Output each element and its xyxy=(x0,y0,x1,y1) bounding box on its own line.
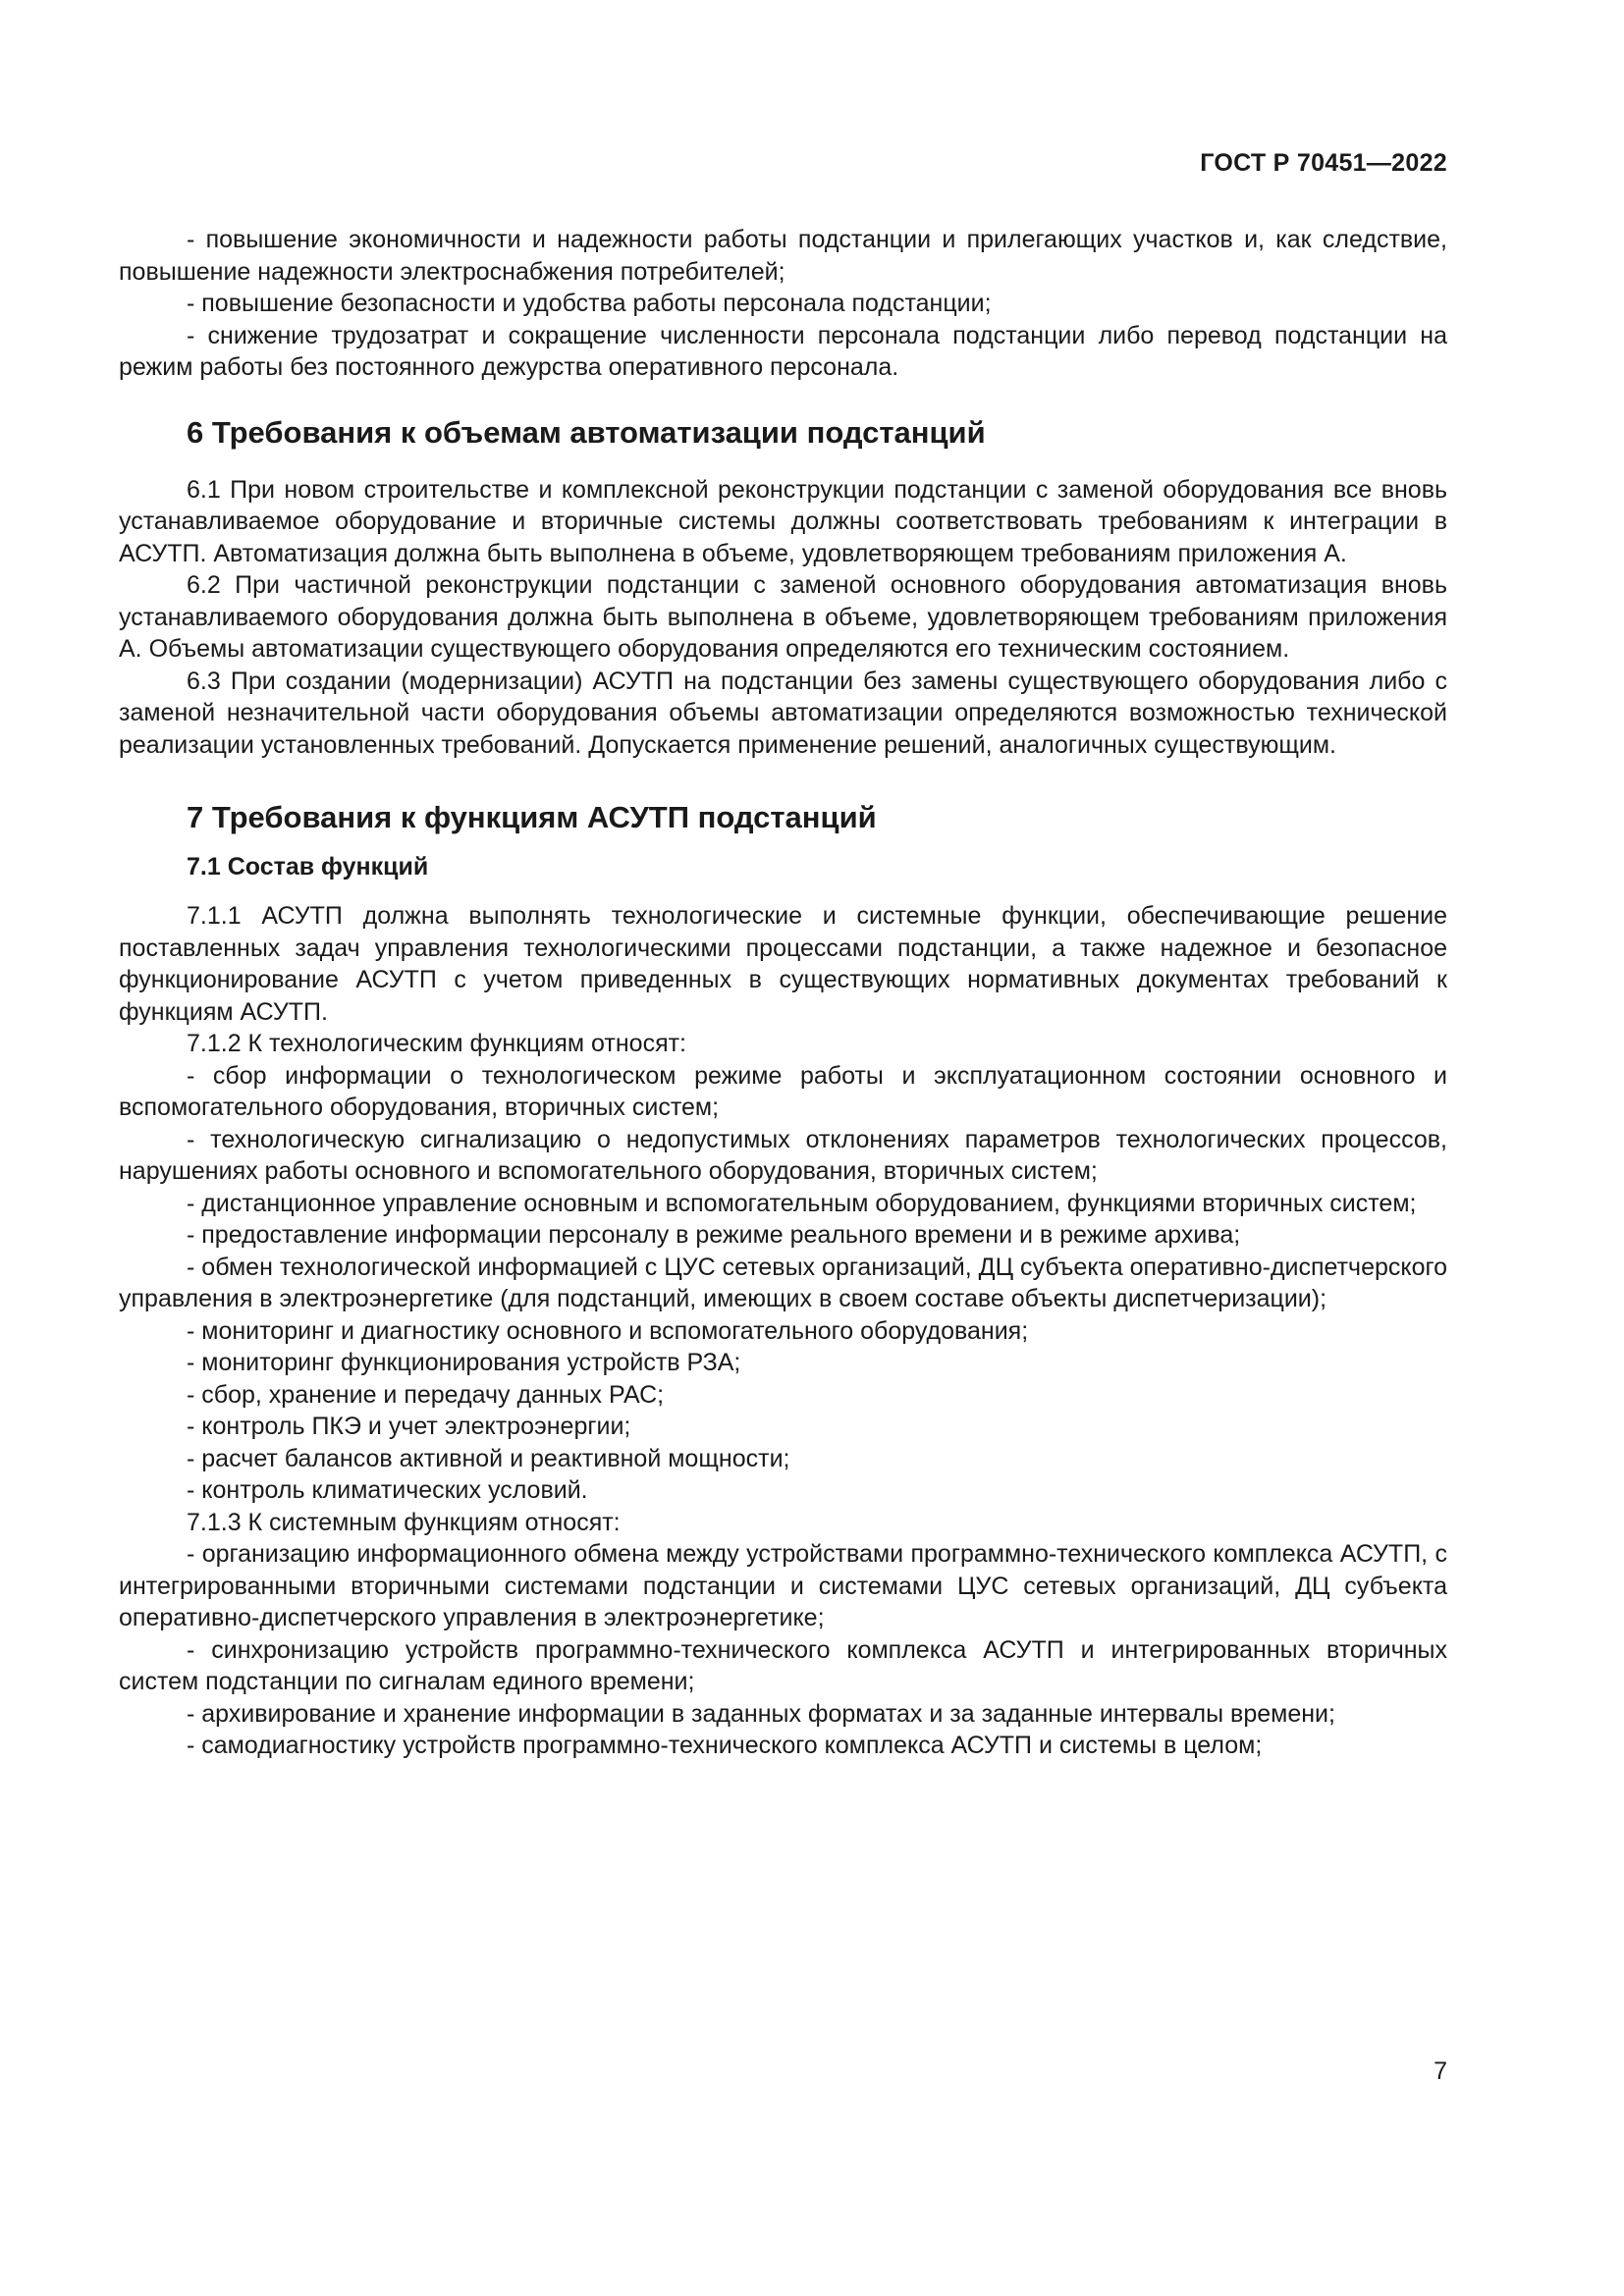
list-item: - контроль ПКЭ и учет электроэнергии; xyxy=(187,1413,631,1440)
list-item: - сбор информации о технологическом режиме работы и эксплуатационном состоянии основного и вспомогательного оборудования, вторичных систем; xyxy=(119,1061,1447,1121)
section-6-paragraph: 6.1 При новом строительстве и комплексной реконструкции подстанции с заменой оборудования все вновь устанавливаемое оборудование и вторичные системы должны соответствовать требованиям к интеграции в АСУТП. Автоматизация должна быть выполнена в объеме, удовлетворяющем требованиям приложения А. xyxy=(119,475,1447,567)
list-item: - самодиагностику устройств программно-технического комплекса АСУТП и системы в целом; xyxy=(187,1732,1263,1759)
intro-item: - повышение безопасности и удобства работы персонала подстанции; xyxy=(187,290,992,317)
intro-item: - снижение трудозатрат и сокращение численности персонала подстанции либо перевод подстанции на режим работы без постоянного дежурства оперативного персонала. xyxy=(119,321,1447,381)
intro-item: - повышение экономичности и надежности работы подстанции и прилегающих участков и, как следствие, повышение надежности электроснабжения потребителей; xyxy=(119,226,1447,286)
section-7-title: 7 Требования к функциям АСУТП подстанций xyxy=(187,800,877,834)
list-item: - контроль климатических условий. xyxy=(187,1476,588,1504)
list-item: - сбор, хранение и передачу данных РАС; xyxy=(187,1380,665,1409)
section-7-paragraph: 7.1.2 К технологическим функциям относят: xyxy=(187,1030,686,1057)
list-item: - расчет балансов активной и реактивной мощности; xyxy=(187,1444,790,1472)
page-number: 7 xyxy=(1434,2057,1447,2085)
list-item: - технологическую сигнализацию о недопустимых отклонениях параметров технологических процессов, нарушениях работы основного и вспомогательного оборудования, вторичных систем; xyxy=(119,1125,1447,1185)
list-item: - мониторинг и диагностику основного и вспомогательного оборудования; xyxy=(187,1316,1029,1345)
list-item: - дистанционное управление основным и вспомогательным оборудованием, функциями вторичных систем; xyxy=(187,1189,1417,1217)
list-item: - предоставление информации персоналу в режиме реального времени и в режиме архива; xyxy=(187,1221,1241,1249)
section-6-paragraph: 6.3 При создании (модернизации) АСУТП на подстанции без замены существующего оборудования либо с заменой незначительной части оборудования объемы автоматизации определяются возможностью технической реализации установленных требований. Допускается применение решений, аналогичных существующим. xyxy=(119,667,1447,759)
page-content xyxy=(119,224,1447,1762)
list-item: - синхронизацию устройств программно-технического комплекса АСУТП и интегрированных вторичных систем подстанции по сигналам единого времени; xyxy=(119,1635,1447,1695)
section-7-paragraph: 7.1.3 К системным функциям относят: xyxy=(187,1508,621,1536)
list-item: - мониторинг функционирования устройств РЗА; xyxy=(187,1349,741,1376)
document-page xyxy=(119,0,1447,2296)
list-item: - архивирование и хранение информации в заданных форматах и за заданные интервалы времени; xyxy=(187,1699,1335,1728)
section-6-title: 6 Требования к объемам автоматизации подстанций xyxy=(187,414,986,450)
section-7-paragraph: 7.1.1 АСУТП должна выполнять технологические и системные функции, обеспечивающие решение поставленных задач управления технологическими процессами подстанции, а также надежное и безопасное функционирование АСУТП с учетом приведенных в существующих нормативных документах требований к функциям АСУТП. xyxy=(119,902,1447,1026)
list-item: - обмен технологической информацией с ЦУС сетевых организаций, ДЦ субъекта оперативно-диспетчерского управления в электроэнергетике (для подстанций, имеющих в своем составе объекты диспетчеризации); xyxy=(119,1253,1447,1312)
subsection-7-1-title: 7.1 Состав функций xyxy=(187,853,429,881)
section-6-paragraph: 6.2 При частичной реконструкции подстанции с заменой основного оборудования автоматизация вновь устанавливаемого оборудования должна быть выполнена в объеме, удовлетворяющем требованиям приложения А. Объемы автоматизации существующего оборудования определяются его техническим состоянием. xyxy=(119,571,1447,663)
document-code-header: ГОСТ Р 70451—2022 xyxy=(1200,149,1447,177)
list-item: - организацию информационного обмена между устройствами программно-технического комплекса АСУТП, с интегрированными вторичными системами подстанции и системами ЦУС сетевых организаций, ДЦ субъекта оперативно-диспетчерского управления в электроэнергетике; xyxy=(119,1540,1447,1631)
